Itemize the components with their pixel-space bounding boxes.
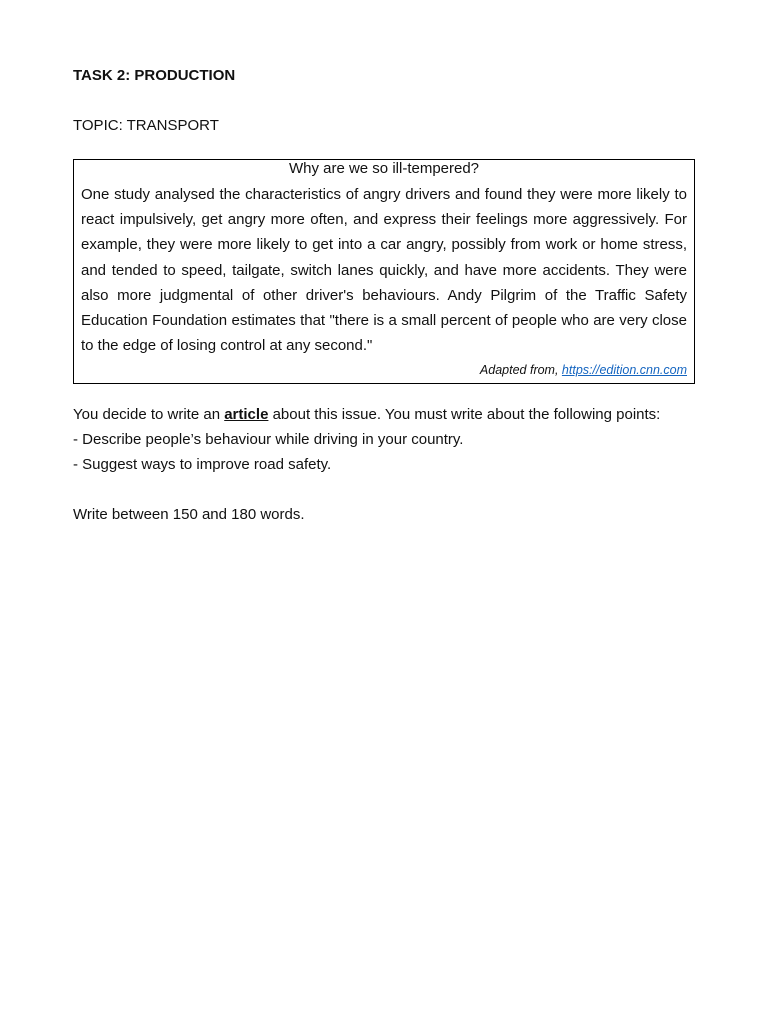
source-link[interactable]: https://edition.cnn.com <box>561 363 687 378</box>
instruction-intro <box>73 402 695 427</box>
instruction-point-1: - Describe people’s behaviour while driving in your country. <box>73 431 464 449</box>
excerpt-credit <box>81 362 687 378</box>
task-heading: TASK 2: PRODUCTION <box>73 67 236 84</box>
excerpt-title: Why are we so ill-tempered? <box>288 160 480 177</box>
intro-before: You decide to write an <box>73 406 225 424</box>
word-limit: Write between 150 and 180 words. <box>73 506 305 524</box>
credit-prefix: Adapted from, <box>479 363 562 378</box>
intro-after: about this issue. You must write about the following points: <box>268 406 661 424</box>
excerpt-body: One study analysed the characteristics of angry drivers and found they were more likely to react impulsively, get angry more often, and express their feelings more aggressively. For example, they were more likely to get into a car angry, possibly from work or home stress, and tended to speed, tailgate, switch lanes quickly, and have more accidents. They were also more judgmental of other driver's behaviours. Andy Pilgrim of the Traffic Safety Education Foundation estimates that "there is a small percent of people who are very close to the edge of losing control at any second." <box>81 186 687 355</box>
reading-excerpt-box <box>73 159 695 384</box>
writing-instructions <box>73 402 695 477</box>
topic-line: TOPIC: TRANSPORT <box>73 117 219 134</box>
task-page <box>73 66 695 542</box>
article-keyword: article <box>224 406 269 424</box>
instruction-point-2: - Suggest ways to improve road safety. <box>73 456 332 474</box>
